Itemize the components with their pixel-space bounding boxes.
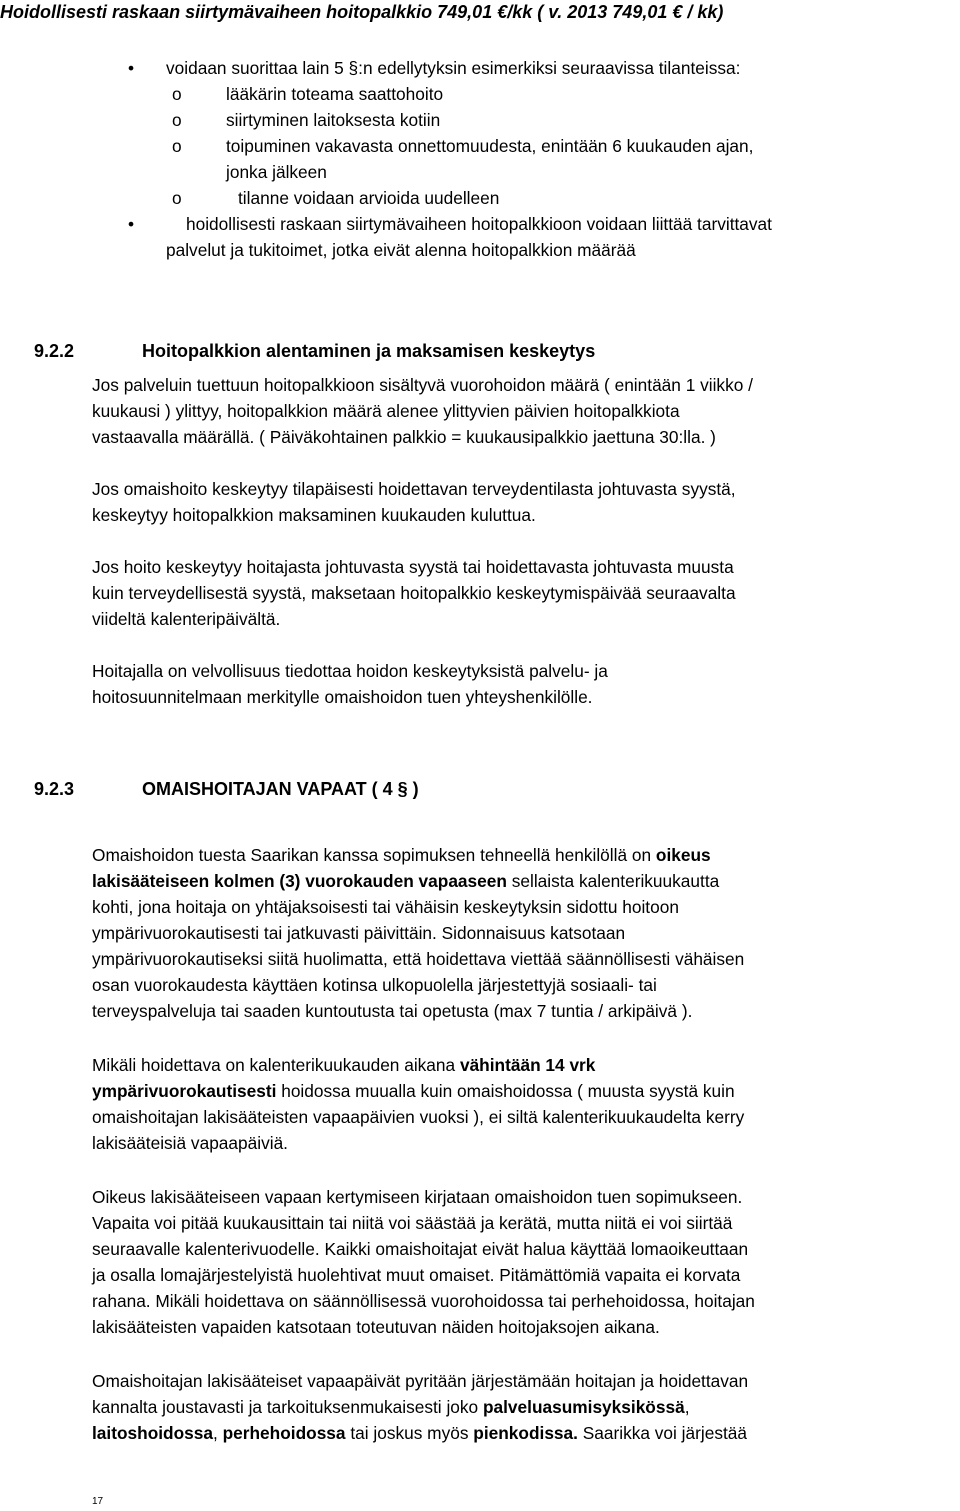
- paragraph-line: [92, 868, 958, 894]
- paragraph-line: keskeytyy hoitopalkkion maksaminen kuukauden kuluttua.: [92, 505, 536, 525]
- paragraph: [92, 476, 958, 528]
- section-number: 9.2.2: [34, 341, 75, 361]
- page-header: [0, 0, 960, 26]
- paragraph-line: Omaishoitajan lakisääteiset vapaapäivät pyritään järjestämään hoitajan ja hoidettavan: [92, 1371, 749, 1391]
- paragraph: [92, 1052, 958, 1156]
- sub-bullet-text: jonka jälkeen: [226, 162, 327, 182]
- circle-bullet-icon: o: [172, 84, 182, 104]
- text-span: Omaishoidon tuesta Saarikan kanssa sopimuksen tehneellä henkilöllä on: [92, 845, 656, 865]
- circle-bullet-icon: o: [172, 136, 182, 156]
- paragraph-line: kuin terveydellisestä syystä, maksetaan hoitopalkkio keskeytymispäivää seuraavalta: [92, 583, 736, 603]
- paragraph-line: seuraavalle kalenterivuodelle. Kaikki omaishoitajat eivät halua käyttää lomaoikeuttaan: [92, 1239, 749, 1259]
- paragraph-line: Jos omaishoito keskeytyy tilapäisesti hoidettavan terveydentilasta johtuvasta syystä,: [92, 479, 736, 499]
- text-span: ,: [213, 1423, 223, 1443]
- section-title: Hoitopalkkion alentaminen ja maksamisen keskeytys: [142, 341, 596, 361]
- text-span: sellaista kalenterikuukautta: [506, 871, 720, 891]
- bold-text: perhehoidossa: [222, 1423, 346, 1443]
- text-span: kannalta joustavasti ja tarkoituksenmukaisesti joko: [92, 1397, 483, 1417]
- paragraph: [92, 658, 958, 710]
- paragraph-line: Oikeus lakisääteiseen vapaan kertymiseen kirjataan omaishoidon tuen sopimukseen.: [92, 1187, 743, 1207]
- paragraph: [92, 842, 958, 1024]
- paragraph: [92, 1368, 958, 1446]
- paragraph-line: Vapaita voi pitää kuukausittain tai niitä voi säästää ja kerätä, mutta niitä ei voi siirtää: [92, 1213, 733, 1233]
- text-span: Mikäli hoidettava on kalenterikuukauden aikana: [92, 1055, 460, 1075]
- text-span: Saarikka voi järjestää: [577, 1423, 748, 1443]
- paragraph-line: terveyspalveluja tai saaden kuntoutusta tai opetusta (max 7 tuntia / arkipäivä ).: [92, 1001, 693, 1021]
- sub-bullet-continuation: [226, 159, 327, 185]
- paragraph-line: viideltä kalenteripäivältä.: [92, 609, 281, 629]
- paragraph-line: Jos hoito keskeytyy hoitajasta johtuvasta syystä tai hoidettavasta johtuvasta muusta: [92, 557, 734, 577]
- circle-bullet-icon: o: [172, 110, 182, 130]
- paragraph-line: [92, 1394, 958, 1420]
- bullet-text: hoidollisesti raskaan siirtymävaiheen hoitopalkkioon voidaan liittää tarvittavat: [186, 214, 772, 234]
- bold-text: oikeus: [655, 845, 711, 865]
- paragraph-line: [92, 842, 958, 868]
- bold-text: lakisääteiseen kolmen (3) vuorokauden vapaaseen: [92, 871, 507, 891]
- section-number: 9.2.3: [34, 779, 75, 799]
- paragraph-line: osan vuorokaudesta käyttäen kotinsa ulkopuolella järjestettyjä sosiaali- tai: [92, 975, 657, 995]
- paragraph-line: vastaavalla määrällä. ( Päiväkohtainen palkkio = kuukausipalkkio jaettuna 30:lla. ): [92, 427, 716, 447]
- bold-text: vähintään 14 vrk: [459, 1055, 596, 1075]
- paragraph-line: kuukausi ) ylittyy, hoitopalkkion määrä alenee ylittyvien päivien hoitopalkkiota: [92, 401, 680, 421]
- paragraph-line: [92, 1420, 958, 1446]
- paragraph-line: Hoitajalla on velvollisuus tiedottaa hoidon keskeytyksistä palvelu- ja: [92, 661, 608, 681]
- paragraph-line: lakisääteisten vapaiden katsotaan toteutuvan näiden hoitojaksojen aikana.: [92, 1317, 660, 1337]
- paragraph: [92, 1184, 958, 1340]
- paragraph-line: ympärivuorokautiseksi siitä huolimatta, että hoidettava viettää säännöllisesti vähäisen: [92, 949, 745, 969]
- paragraph-line: rahana. Mikäli hoidettava on säännöllisessä vuorohoidossa tai perhehoidossa, hoitajan: [92, 1291, 755, 1311]
- page-header-title: Hoidollisesti raskaan siirtymävaiheen hoitopalkkio 749,01 €/kk ( v. 2013 749,01 € / kk): [0, 2, 724, 22]
- paragraph-line: lakisääteisiä vapaapäiviä.: [92, 1133, 288, 1153]
- paragraph: [92, 554, 958, 632]
- sub-bullet-text: tilanne voidaan arvioida uudelleen: [238, 188, 500, 208]
- section-heading-923: [34, 776, 419, 802]
- sub-bullet-text: siirtyminen laitoksesta kotiin: [226, 110, 441, 130]
- text-span: ,: [684, 1397, 690, 1417]
- section-title: OMAISHOITAJAN VAPAAT ( 4 § ): [142, 779, 419, 799]
- paragraph-line: [92, 1052, 958, 1078]
- text-span: tai joskus myös: [345, 1423, 474, 1443]
- page-number: 17: [92, 1496, 104, 1507]
- section-heading-922: [34, 338, 595, 364]
- bold-text: laitoshoidossa: [92, 1423, 213, 1443]
- paragraph-line: [92, 1078, 958, 1104]
- paragraph-line: ja osalla lomajärjestelyistä huolehtivat muut omaiset. Pitämättömiä vapaita ei korvata: [92, 1265, 741, 1285]
- paragraph-line: ympärivuorokautisesti tai jatkuvasti päivittäin. Sidonnaisuus katsotaan: [92, 923, 626, 943]
- paragraph-line: Jos palveluin tuettuun hoitopalkkioon sisältyvä vuorohoidon määrä ( enintään 1 viikko /: [92, 375, 753, 395]
- bullet-continuation: [166, 237, 636, 263]
- bold-text: pienkodissa.: [473, 1423, 578, 1443]
- bold-text: ympärivuorokautisesti: [92, 1081, 277, 1101]
- sub-bullet-text: lääkärin toteama saattohoito: [226, 84, 444, 104]
- bullet-text: voidaan suorittaa lain 5 §:n edellytyksin esimerkiksi seuraavissa tilanteissa:: [166, 58, 741, 78]
- bullet-dot-icon: •: [128, 214, 135, 234]
- text-span: hoidossa muualla kuin omaishoidossa ( muusta syystä kuin: [276, 1081, 735, 1101]
- circle-bullet-icon: o: [172, 188, 182, 208]
- paragraph-line: kohti, jona hoitaja on yhtäjaksoisesti tai vähäisin keskeytyksin sidottu hoitoon: [92, 897, 679, 917]
- bold-text: palveluasumisyksikössä: [482, 1397, 685, 1417]
- paragraph-line: hoitosuunnitelmaan merkitylle omaishoidon tuen yhteyshenkilölle.: [92, 687, 593, 707]
- sub-bullet-text: toipuminen vakavasta onnettomuudesta, enintään 6 kuukauden ajan,: [226, 136, 754, 156]
- bullet-dot-icon: •: [128, 58, 135, 78]
- paragraph-line: omaishoitajan lakisääteisten vapaapäivien vuoksi ), ei siltä kalenterikuukaudelta kerry: [92, 1107, 745, 1127]
- paragraph: [92, 372, 958, 450]
- bullet-text: palvelut ja tukitoimet, jotka eivät alenna hoitopalkkion määrää: [166, 240, 636, 260]
